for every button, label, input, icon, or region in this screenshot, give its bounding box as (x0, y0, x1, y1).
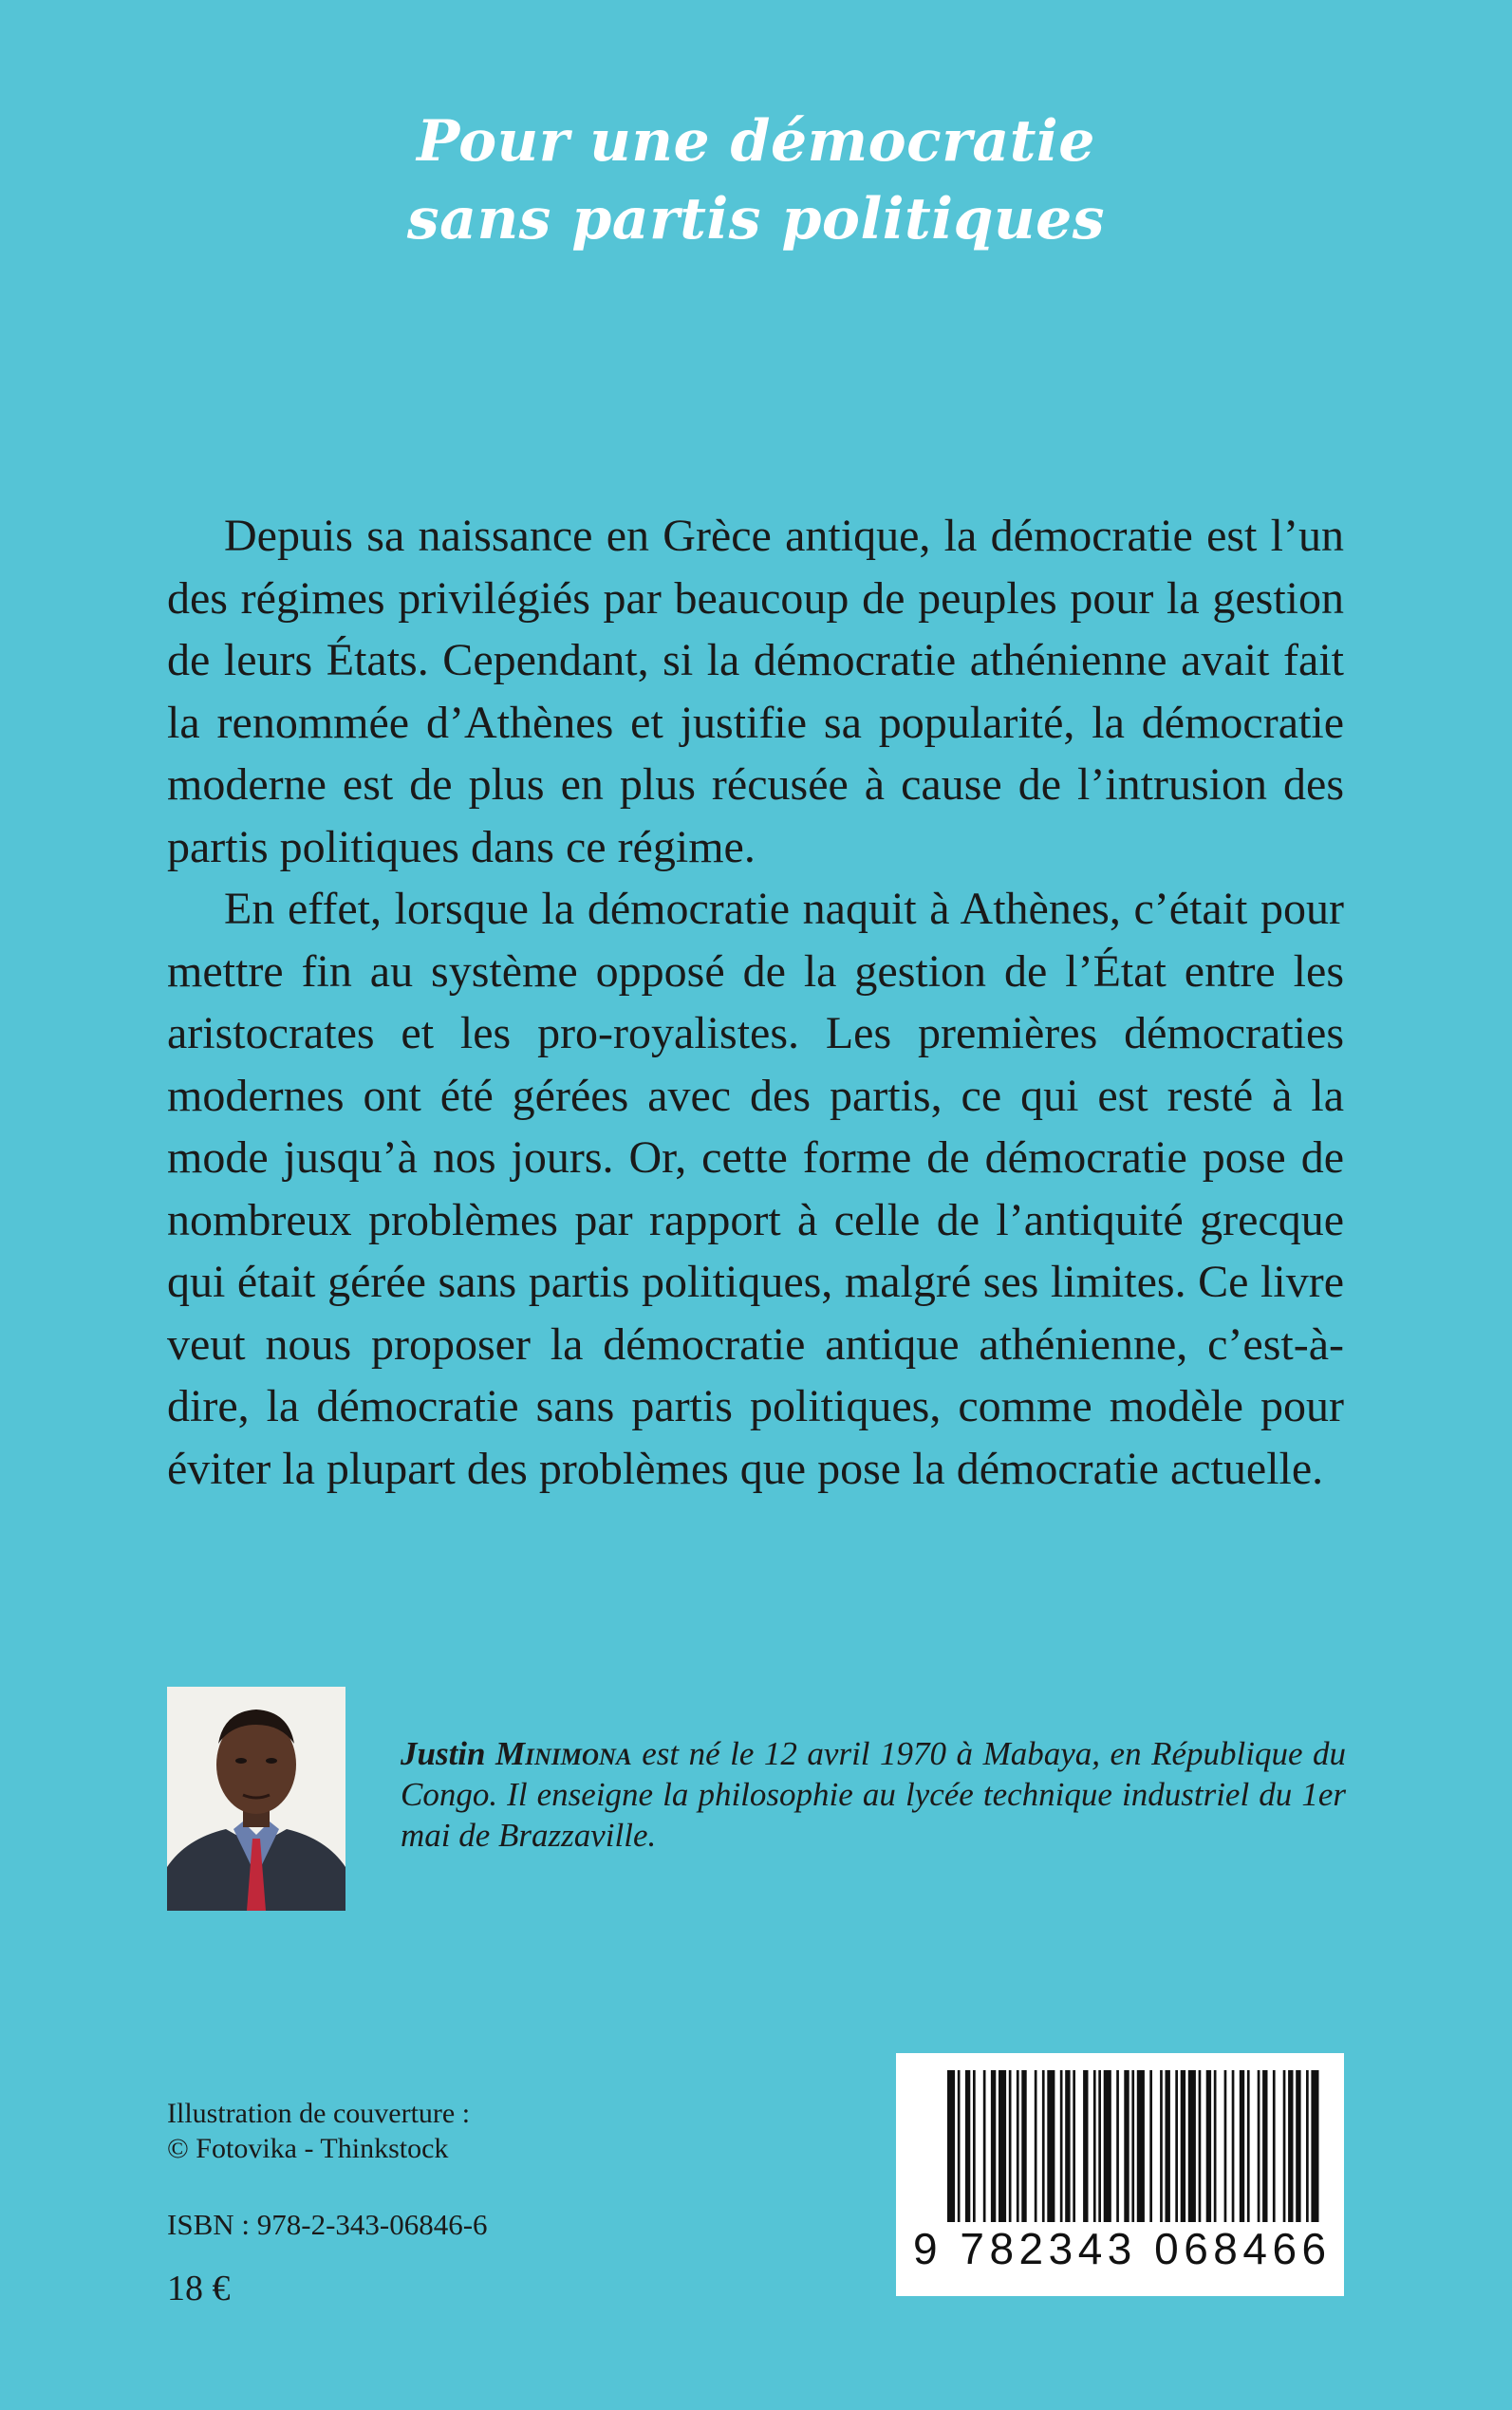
barcode-bar (1306, 2070, 1309, 2222)
barcode-bar (1273, 2070, 1276, 2222)
barcode-bar (1065, 2070, 1070, 2222)
barcode-bar (983, 2070, 986, 2222)
barcode-bar (1160, 2070, 1163, 2222)
barcode-bar (1258, 2070, 1260, 2222)
barcode-bar (1093, 2070, 1096, 2222)
barcode-bar (1009, 2070, 1012, 2222)
barcode-bar (1232, 2070, 1235, 2222)
barcode-bar (1181, 2070, 1185, 2222)
barcode-bar (1098, 2070, 1101, 2222)
barcode-bar (1047, 2070, 1055, 2222)
barcode-bar (1104, 2070, 1111, 2222)
author-photo (167, 1687, 345, 1911)
barcode-bar (1083, 2070, 1088, 2222)
title-line-1: Pour une démocratie (417, 108, 1095, 175)
barcode-bar (1035, 2070, 1037, 2222)
barcode-bar (1124, 2070, 1129, 2222)
barcode-bar (1262, 2070, 1267, 2222)
cover-illustration-credit (167, 2096, 470, 2166)
isbn: ISBN : 978-2-343-06846-6 (167, 2208, 488, 2241)
barcode-bar (999, 2070, 1006, 2222)
barcode-bar (1214, 2070, 1217, 2222)
barcode-bar (1166, 2070, 1170, 2222)
barcode-bar (1283, 2070, 1286, 2222)
barcode-bar (1073, 2070, 1075, 2222)
blurb-paragraph-1: Depuis sa naissance en Grèce antique, la démocratie est l’un des régimes privilégiés par beaucoup de peuples pour la gestion de leurs États. Cependant, si la démocratie athénienne avait fait la renommée d’Athènes et justifie sa popularité, la démocratie moderne est de plus en plus récusée à cause de l’intrusion des partis politiques dans ce régime. (167, 511, 1344, 872)
barcode-bar (1137, 2070, 1145, 2222)
barcode-bar (958, 2070, 961, 2222)
author-bio-text: est né le 12 avril 1970 à Mabaya, en République du Congo. Il enseigne la philosophie au lycée technique industriel du 1er mai de Brazzaville. (401, 1735, 1346, 1854)
barcode-bar (965, 2070, 970, 2222)
barcode-bar (1042, 2070, 1045, 2222)
barcode-bar (1060, 2070, 1063, 2222)
barcode-bar (1296, 2070, 1300, 2222)
author-bio (401, 1733, 1346, 1856)
barcode-bar (1175, 2070, 1178, 2222)
barcode-bar (1240, 2070, 1244, 2222)
credit-line-2: © Fotovika - Thinkstock (167, 2133, 449, 2164)
barcode-bar (1021, 2070, 1026, 2222)
barcode-bar (1131, 2070, 1134, 2222)
barcode-bar (1224, 2070, 1227, 2222)
blurb (167, 505, 1344, 1500)
barcode-bar (1188, 2070, 1196, 2222)
barcode-bar (1116, 2070, 1119, 2222)
blurb-paragraph-2: En effet, lorsque la démocratie naquit à Athènes, c’était pour mettre fin au système opposé de la gestion de l’État entre les aristocrates et les pro-royalistes. Les premières démocraties modernes ont été gérées avec des partis, ce qui est resté à la mode jusqu’à nos jours. Or, cette forme de démocratie pose de nombreux problèmes par rapport à celle de l’antiquité grecque qui était gérée sans partis politiques, malgré ses limites. Ce livre veut nous proposer la démocratie antique athénienne, c’est-à-dire, la démocratie sans partis politiques, comme modèle pour éviter la plupart des problèmes que pose la démocratie actuelle. (167, 884, 1344, 1494)
book-title (0, 103, 1512, 258)
barcode-bar (1149, 2070, 1152, 2222)
author-last-name: Minimona (495, 1735, 632, 1772)
price: 18 € (167, 2269, 231, 2308)
credit-line-1: Illustration de couverture : (167, 2098, 471, 2129)
barcode-bar (1311, 2070, 1318, 2222)
barcode-bar (1247, 2070, 1250, 2222)
barcode (896, 2053, 1344, 2296)
author-first-name: Justin (401, 1735, 486, 1772)
barcode-bar (991, 2070, 996, 2222)
title-line-2: sans partis politiques (406, 186, 1106, 252)
barcode-bar (1017, 2070, 1019, 2222)
barcode-bar (1199, 2070, 1202, 2222)
barcode-digits: 9 782343 068466 (913, 2224, 1332, 2273)
barcode-bar (973, 2070, 976, 2222)
barcode-bar (1288, 2070, 1293, 2222)
barcode-bar (1206, 2070, 1211, 2222)
barcode-bar (947, 2070, 955, 2222)
